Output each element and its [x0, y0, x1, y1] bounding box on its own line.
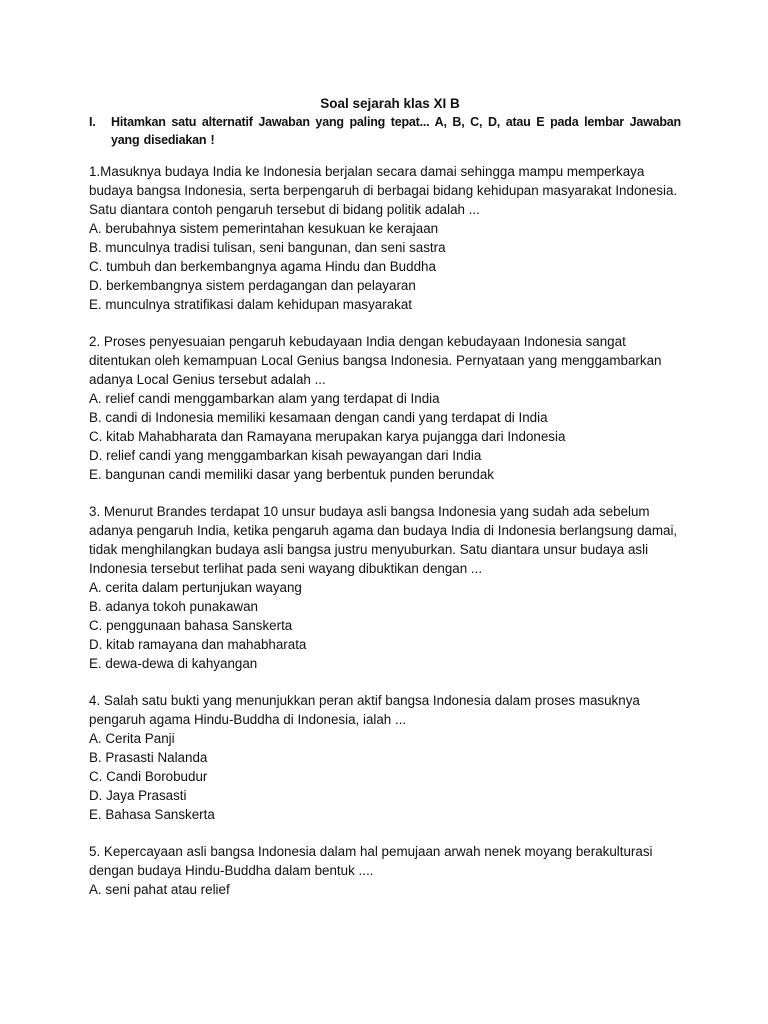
question-stem: 1.Masuknya budaya India ke Indonesia berjalan secara damai sehingga mampu memperkaya budaya bangsa Indonesia, serta berpengaruh di berbagai bidang kehidupan masyarakat Indonesia. Satu diantara contoh pengaruh tersebut di bidang politik adalah ... [89, 164, 678, 217]
question-stem: 2. Proses penyesuaian pengaruh kebudayaan India dengan kebudayaan Indonesia sangat ditentukan oleh kemampuan Local Genius bangsa Indonesia. Pernyataan yang menggambarkan adanya Local Genius tersebut adalah ... [89, 334, 662, 387]
answer-option: A. relief candi menggambarkan alam yang terdapat di India [89, 391, 440, 406]
answer-option: E. bangunan candi memiliki dasar yang berbentuk punden berundak [89, 467, 494, 482]
question-2 [89, 332, 681, 484]
answer-option: D. berkembangnya sistem perdagangan dan pelayaran [89, 278, 416, 293]
answer-option: D. kitab ramayana dan mahabharata [89, 637, 307, 652]
question-4 [89, 691, 681, 824]
answer-options [89, 729, 681, 824]
answer-option: A. berubahnya sistem pemerintahan kesukuan ke kerajaan [89, 221, 439, 236]
answer-option: A. seni pahat atau relief [89, 882, 230, 897]
answer-option: C. Candi Borobudur [89, 769, 208, 784]
instruction [89, 113, 681, 149]
instruction-number: I. [89, 115, 96, 129]
answer-option: D. Jaya Prasasti [89, 788, 187, 803]
answer-option: A. cerita dalam pertunjukan wayang [89, 580, 302, 595]
question-1 [89, 162, 681, 314]
answer-option: B. candi di Indonesia memiliki kesamaan dengan candi yang terdapat di India [89, 410, 548, 425]
answer-options [89, 219, 681, 314]
document-content [89, 95, 681, 899]
answer-option: E. Bahasa Sanskerta [89, 807, 215, 822]
answer-option: E. dewa-dewa di kahyangan [89, 656, 258, 671]
question-3 [89, 502, 681, 673]
answer-options [89, 389, 681, 484]
answer-option: B. munculnya tradisi tulisan, seni bangunan, dan seni sastra [89, 240, 446, 255]
answer-option: D. relief candi yang menggambarkan kisah pewayangan dari India [89, 448, 482, 463]
question-stem: 4. Salah satu bukti yang menunjukkan peran aktif bangsa Indonesia dalam proses masuknya pengaruh agama Hindu-Buddha di Indonesia, ialah ... [89, 693, 640, 727]
answer-options [89, 578, 681, 673]
answer-option: C. penggunaan bahasa Sanskerta [89, 618, 293, 633]
answer-options [89, 880, 681, 899]
answer-option: B. Prasasti Nalanda [89, 750, 208, 765]
document-title: Soal sejarah klas XI B [320, 96, 460, 111]
answer-option: C. tumbuh dan berkembangnya agama Hindu dan Buddha [89, 259, 436, 274]
question-stem: 5. Kepercayaan asli bangsa Indonesia dalam hal pemujaan arwah nenek moyang berakulturasi dengan budaya Hindu-Buddha dalam bentuk .... [89, 844, 653, 878]
question-5 [89, 842, 681, 899]
question-stem: 3. Menurut Brandes terdapat 10 unsur budaya asli bangsa Indonesia yang sudah ada sebelum adanya pengaruh India, ketika pengaruh agama dan budaya India di Indonesia berlangsung damai, tidak menghilangkan budaya asli bangsa justru menyuburkan. Satu diantara unsur budaya asli Indonesia tersebut terlihat pada seni wayang dibuktikan dengan ... [89, 504, 678, 576]
answer-option: C. kitab Mahabharata dan Ramayana merupakan karya pujangga dari Indonesia [89, 429, 566, 444]
answer-option: A. Cerita Panji [89, 731, 175, 746]
instruction-text: Hitamkan satu alternatif Jawaban yang paling tepat... A, B, C, D, atau E pada lembar Jawaban yang disediakan ! [111, 115, 681, 147]
answer-option: B. adanya tokoh punakawan [89, 599, 258, 614]
answer-option: E. munculnya stratifikasi dalam kehidupan masyarakat [89, 297, 413, 312]
